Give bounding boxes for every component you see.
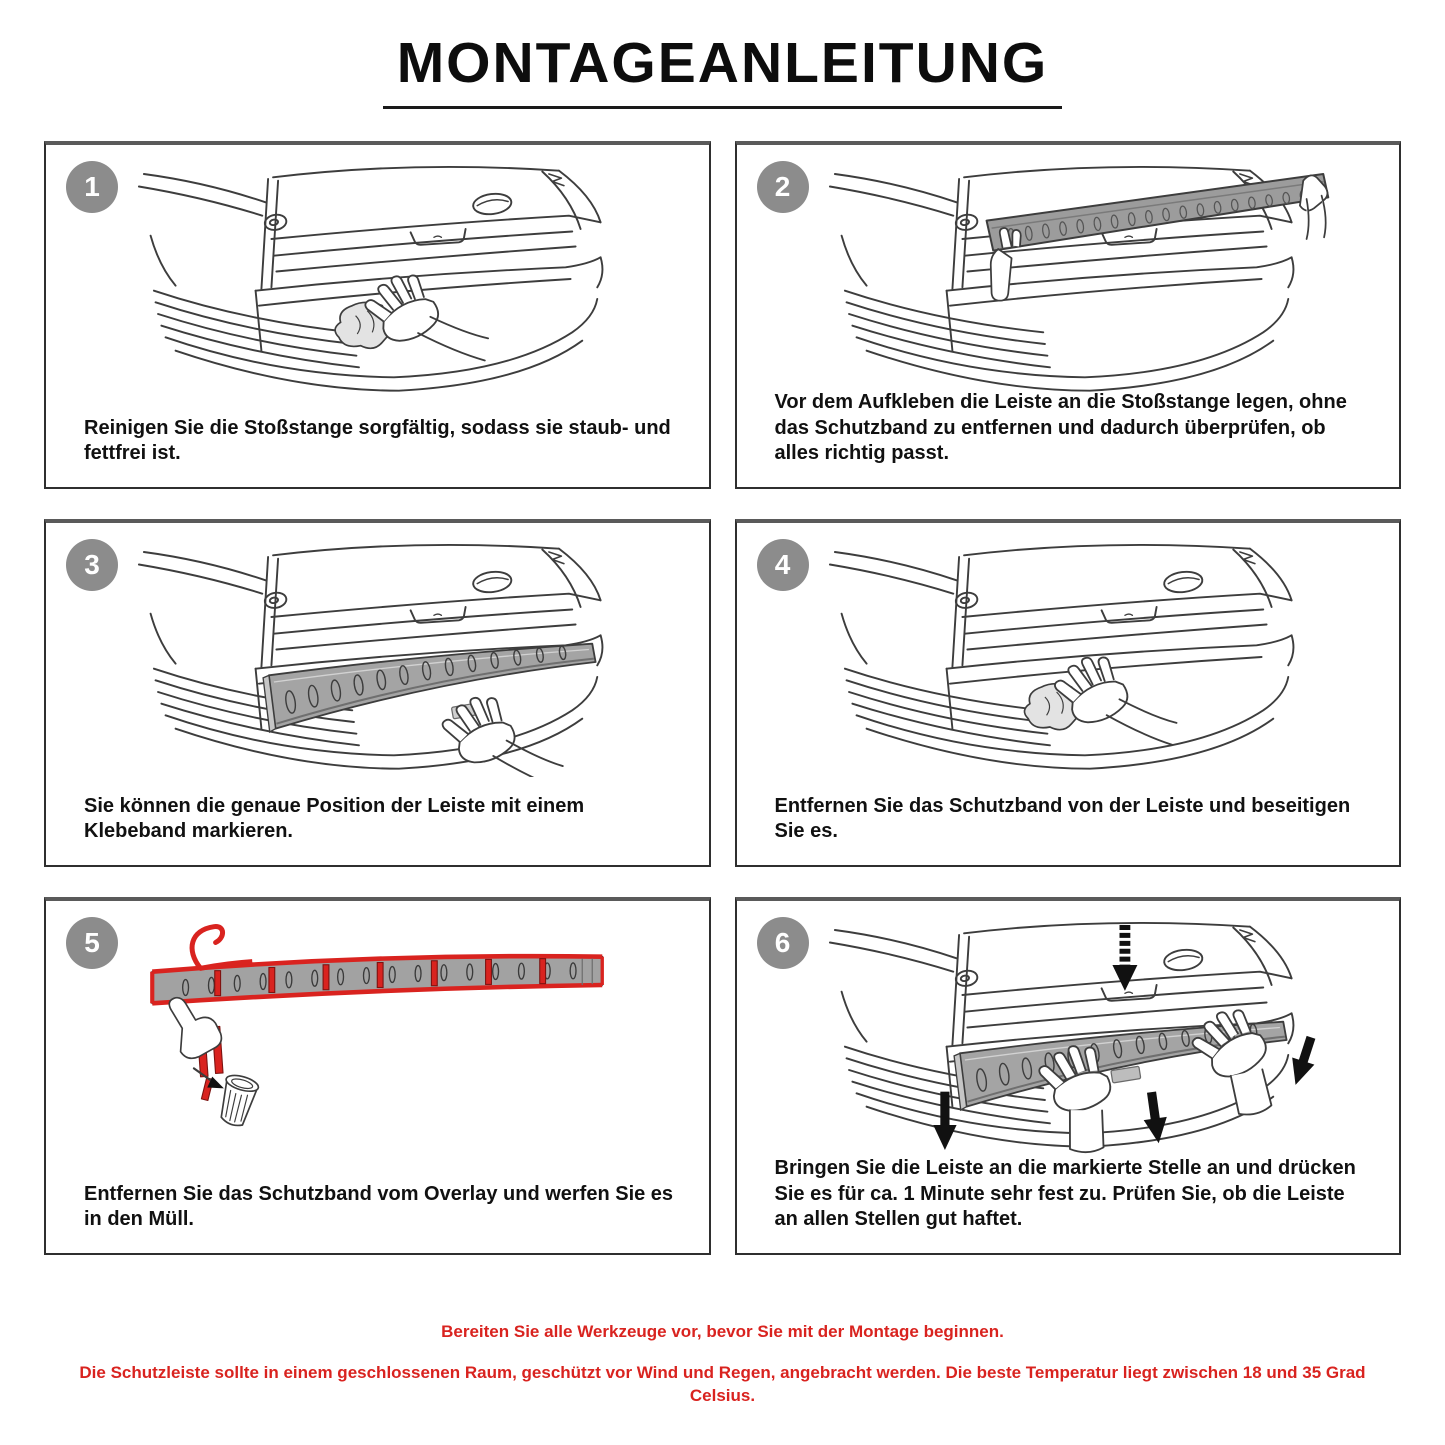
step-panel-4 bbox=[735, 519, 1402, 867]
step-number-badge: 2 bbox=[757, 161, 809, 213]
step-caption: Entfernen Sie das Schutzband von der Leiste und beseitigen Sie es. bbox=[774, 794, 1351, 843]
step-number-badge: 3 bbox=[66, 539, 118, 591]
step-number-badge: 4 bbox=[757, 539, 809, 591]
step-number-badge: 1 bbox=[66, 161, 118, 213]
step-caption: Reinigen Sie die Stoßstange sorgfältig, sodass sie staub- und fettfrei ist. bbox=[84, 416, 671, 465]
panel-illustration bbox=[741, 527, 1396, 777]
step-number-badge: 5 bbox=[66, 917, 118, 969]
footer-warning-temperature: Die Schutzleiste sollte in einem geschlossenen Raum, geschützt vor Wind und Regen, angebracht werden. Die beste Temperatur liegt zwischen 18 und 35 Grad Celsius. bbox=[79, 1362, 1366, 1405]
panel-illustration bbox=[50, 527, 705, 777]
title-wrap bbox=[0, 0, 1445, 109]
footer-warnings bbox=[0, 1321, 1445, 1408]
step-panel-5 bbox=[44, 897, 711, 1255]
step-caption: Bringen Sie die Leiste an die markierte Stelle an und drücken Sie es für ca. 1 Minute sehr fest zu. Prüfen Sie, ob die Leiste an allen Stellen gut haftet. bbox=[774, 1157, 1356, 1231]
step-panel-2 bbox=[735, 141, 1402, 489]
step-caption: Entfernen Sie das Schutzband vom Overlay und werfen Sie es in den Müll. bbox=[84, 1182, 674, 1231]
step-caption: Vor dem Aufkleben die Leiste an die Stoßstange legen, ohne das Schutzband zu entfernen und dadurch überprüfen, ob alles richtig passt. bbox=[774, 391, 1347, 465]
step-panel-3 bbox=[44, 519, 711, 867]
panel-illustration bbox=[741, 149, 1396, 399]
panel-illustration bbox=[50, 905, 705, 1155]
panel-illustration bbox=[741, 905, 1396, 1155]
step-panel-6 bbox=[735, 897, 1402, 1255]
step-panel-1 bbox=[44, 141, 711, 489]
step-number-badge: 6 bbox=[757, 917, 809, 969]
footer-warning-tools: Bereiten Sie alle Werkzeuge vor, bevor Sie mit der Montage beginnen. bbox=[441, 1322, 1004, 1341]
step-caption: Sie können die genaue Position der Leiste mit einem Klebeband markieren. bbox=[84, 794, 585, 843]
page-title: MONTAGEANLEITUNG bbox=[383, 30, 1063, 109]
step-panels-grid bbox=[44, 141, 1401, 1255]
panel-illustration bbox=[50, 149, 705, 399]
